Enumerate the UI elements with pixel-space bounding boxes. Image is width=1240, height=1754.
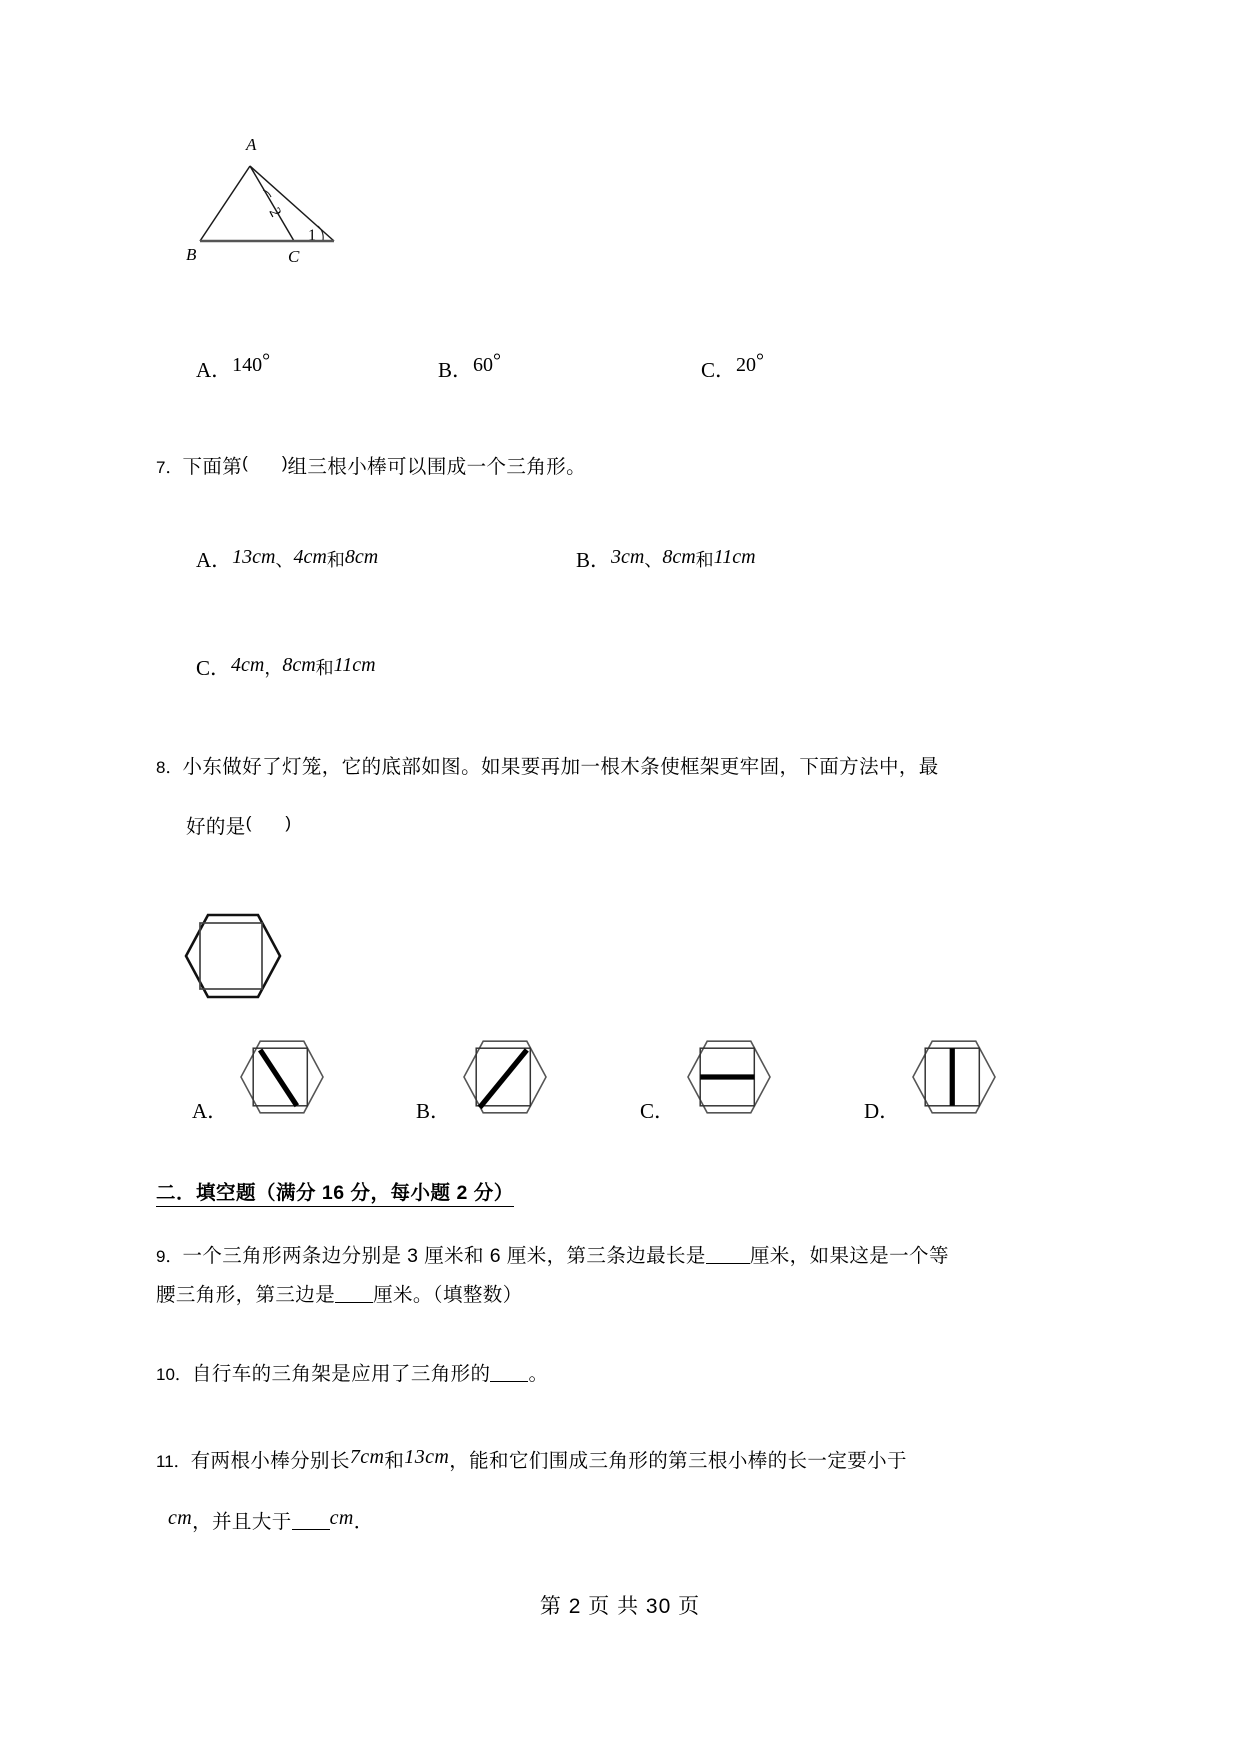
- question8-line1: 小东做好了灯笼，它的底部如图。如果要再加一根木条使框架更牢固，下面方法中，最: [182, 756, 939, 778]
- added-stick: [260, 1050, 297, 1106]
- option-value-2: 4cm: [293, 546, 327, 568]
- option-label: A．: [196, 358, 233, 382]
- hexagon-vertical-svg: [906, 1027, 1002, 1127]
- question6-option-a[interactable]: [196, 350, 270, 384]
- page-footer: 第 2 页 共 30 页: [539, 1595, 701, 1618]
- option-conjunction: 和: [326, 550, 345, 570]
- question7-option-b[interactable]: [576, 544, 756, 574]
- question11-number: 11．: [156, 1452, 191, 1471]
- question11-value-2: 13cm: [404, 1446, 450, 1468]
- answer-blank[interactable]: [490, 1364, 528, 1382]
- question11-text-c: ，并且大于: [192, 1511, 292, 1533]
- vertex-label-a: A: [246, 135, 257, 154]
- question8-lantern-figure-wrap: [168, 901, 1088, 1021]
- hexagon-diagonal-right-svg: [457, 1027, 553, 1127]
- triangle-diagram-svg: [178, 128, 418, 288]
- question8-options: [168, 1027, 1088, 1137]
- question7-options-row1: [168, 544, 1088, 590]
- option-value: 60: [473, 354, 494, 376]
- question11-conj: 和: [384, 1450, 405, 1472]
- answer-blank[interactable]: [706, 1246, 750, 1264]
- question7-answer-parens[interactable]: ( ): [242, 453, 288, 472]
- question8-option-d[interactable]: [864, 1027, 1002, 1127]
- question9-text-c: 腰三角形，第三边是: [156, 1284, 336, 1306]
- question9-number: 9．: [156, 1247, 183, 1266]
- option-label: A．: [192, 1099, 229, 1123]
- option-value-3: 8cm: [344, 546, 379, 568]
- question8-option-c[interactable]: [640, 1027, 777, 1127]
- answer-blank[interactable]: [335, 1285, 373, 1303]
- question11-text-d: ．: [353, 1511, 374, 1533]
- question10-stem: [156, 1353, 1088, 1396]
- option-value: 20: [736, 354, 757, 376]
- option-label: A．: [196, 548, 233, 572]
- question7-text-after: 组三根小棒可以围成一个三角形。: [287, 456, 587, 478]
- section2-heading: 二．填空题（满分 16 分，每小题 2 分）: [156, 1177, 514, 1207]
- question7-option-c[interactable]: [196, 652, 376, 682]
- degree-symbol: °: [756, 350, 765, 372]
- question10-text-a: 自行车的三角架是应用了三角形的: [191, 1363, 491, 1385]
- question11-value-1: 7cm: [349, 1446, 385, 1468]
- answer-blank[interactable]: [292, 1512, 330, 1530]
- added-stick: [480, 1050, 527, 1108]
- vertex-label-c: C: [288, 247, 300, 266]
- option-separator: ，: [264, 658, 283, 678]
- question11-text-b: ，能和它们围成三角形的第三根小棒的长一定要小于: [449, 1450, 907, 1472]
- question6-options: [168, 350, 1088, 396]
- angle-label-2: 2: [265, 204, 285, 220]
- option-label: B．: [438, 358, 474, 382]
- hexagon-horizontal-svg: [681, 1027, 777, 1127]
- vertex-label-b: B: [186, 245, 197, 264]
- option-separator: 、: [275, 550, 294, 570]
- question11-line2: [168, 1497, 1088, 1544]
- degree-symbol: °: [262, 350, 271, 372]
- question8-answer-parens[interactable]: ( ): [245, 813, 292, 832]
- option-value-3: 11cm: [333, 654, 376, 676]
- degree-symbol: °: [493, 350, 502, 372]
- question10-number: 10．: [156, 1365, 192, 1384]
- option-value: 140: [232, 354, 263, 376]
- option-value-1: 3cm: [611, 546, 645, 568]
- page-content: [156, 0, 1088, 1544]
- question9-text-d: 厘米。（填整数）: [373, 1284, 523, 1306]
- option-value-3: 11cm: [713, 546, 756, 568]
- option-label: C．: [196, 656, 232, 680]
- question8-line2: 好的是: [186, 816, 246, 838]
- segment-ab: [200, 166, 250, 241]
- question11-unit-2: cm: [329, 1507, 354, 1529]
- option-value-2: 8cm: [282, 654, 316, 676]
- angle-label-1: 1: [308, 227, 316, 244]
- hexagon-diagonal-left-svg: [234, 1027, 330, 1127]
- question6-option-c[interactable]: [701, 350, 764, 384]
- question6-triangle-figure: [178, 128, 418, 288]
- section2-heading-wrap: [156, 1177, 1088, 1207]
- question8-number: 8．: [156, 758, 183, 777]
- hexagon-base-svg: [178, 901, 288, 1011]
- question9-line2: [156, 1274, 1088, 1317]
- option-label: B．: [416, 1099, 452, 1123]
- inner-square: [200, 923, 262, 989]
- question7-number: 7．: [156, 458, 183, 477]
- segment-ac: [250, 166, 294, 241]
- question8-option-b[interactable]: [416, 1027, 553, 1127]
- question9-text-a: 一个三角形两条边分别是 3 厘米和 6 厘米，第三条边最长是: [182, 1245, 706, 1267]
- question11-line1: [156, 1436, 1088, 1483]
- question10-text-b: 。: [528, 1363, 549, 1385]
- question8-stem-line1: [156, 746, 1088, 789]
- option-value-1: 13cm: [232, 546, 276, 568]
- question7-options-row2: [168, 652, 1088, 698]
- option-conjunction: 和: [315, 658, 334, 678]
- question8-stem-line2: [186, 801, 1088, 849]
- option-conjunction: 和: [695, 550, 714, 570]
- question9-line1: [156, 1235, 1088, 1278]
- question7-text-before: 下面第: [182, 456, 243, 478]
- option-value-1: 4cm: [231, 654, 265, 676]
- option-label: C．: [640, 1099, 676, 1123]
- question7-stem: [156, 441, 1088, 489]
- question11-text-a: 有两根小棒分别长: [190, 1450, 350, 1472]
- option-label: C．: [701, 358, 737, 382]
- option-label: B．: [576, 548, 612, 572]
- option-value-2: 8cm: [662, 546, 696, 568]
- question7-option-a[interactable]: [196, 544, 378, 574]
- option-label: D．: [864, 1099, 901, 1123]
- question11-unit-1: cm: [168, 1507, 193, 1529]
- question9-text-b: 厘米，如果这是一个等: [749, 1245, 949, 1267]
- option-separator: 、: [644, 550, 663, 570]
- question8-lantern-figure: [178, 901, 288, 1016]
- question8-option-a[interactable]: [192, 1027, 330, 1127]
- question6-option-b[interactable]: [438, 350, 501, 384]
